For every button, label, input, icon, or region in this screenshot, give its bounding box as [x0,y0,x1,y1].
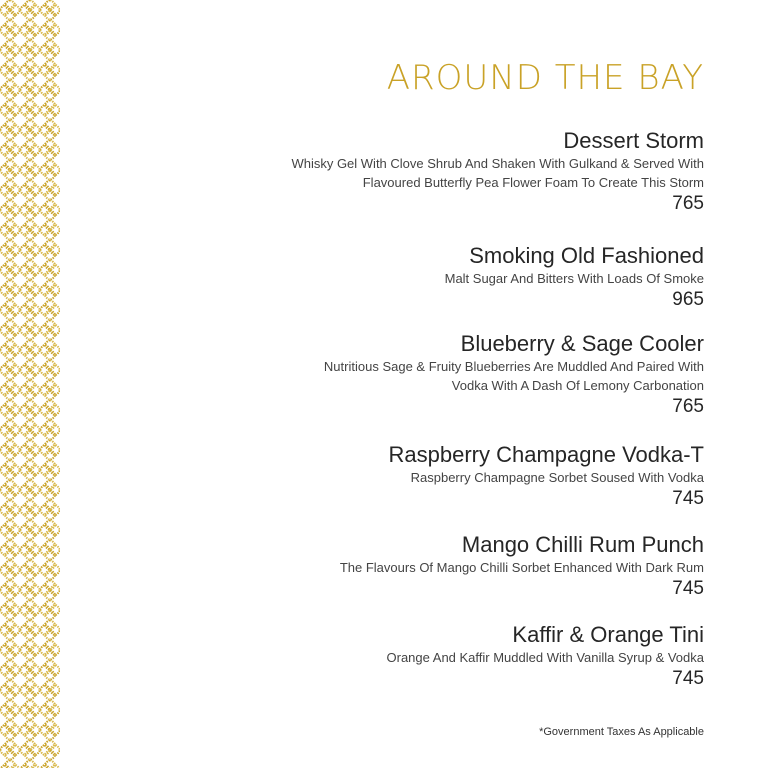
item-name: Blueberry & Sage Cooler [460,331,704,356]
item-name: Mango Chilli Rum Punch [461,532,704,557]
item-price: 765 [672,193,704,214]
item-description-line: Orange And Kaffir Muddled With Vanilla Syrup & Vodka [386,650,704,665]
menu-item [144,622,704,691]
menu-item [144,128,704,216]
item-price: 745 [672,578,704,599]
item-price: 745 [672,668,704,689]
item-price: 745 [672,488,704,509]
item-name: Smoking Old Fashioned [469,243,704,268]
item-name: Kaffir & Orange Tini [512,622,704,647]
item-description-line: Malt Sugar And Bitters With Loads Of Smoke [444,271,704,286]
gold-lattice-pattern-icon [0,0,60,768]
page-title: AROUND THE BAY [386,58,704,98]
item-description-line: Flavoured Butterfly Pea Flower Foam To Create This Storm [362,175,704,190]
item-description-line: Vodka With A Dash Of Lemony Carbonation [451,378,704,393]
tax-footnote: *Government Taxes As Applicable [539,726,704,738]
item-price: 965 [672,289,704,310]
item-description-line: Whisky Gel With Clove Shrub And Shaken With Gulkand & Served With [291,156,704,171]
menu-item [144,442,704,511]
item-name: Dessert Storm [563,128,704,153]
item-price: 765 [672,396,704,417]
menu-item [144,331,704,419]
menu-item [144,532,704,601]
menu-item [144,243,704,312]
item-description-line: Nutritious Sage & Fruity Blueberries Are Muddled And Paired With [323,359,704,374]
item-description-line: Raspberry Champagne Sorbet Soused With Vodka [410,470,704,485]
item-name: Raspberry Champagne Vodka-T [388,442,704,467]
item-description-line: The Flavours Of Mango Chilli Sorbet Enhanced With Dark Rum [339,560,704,575]
